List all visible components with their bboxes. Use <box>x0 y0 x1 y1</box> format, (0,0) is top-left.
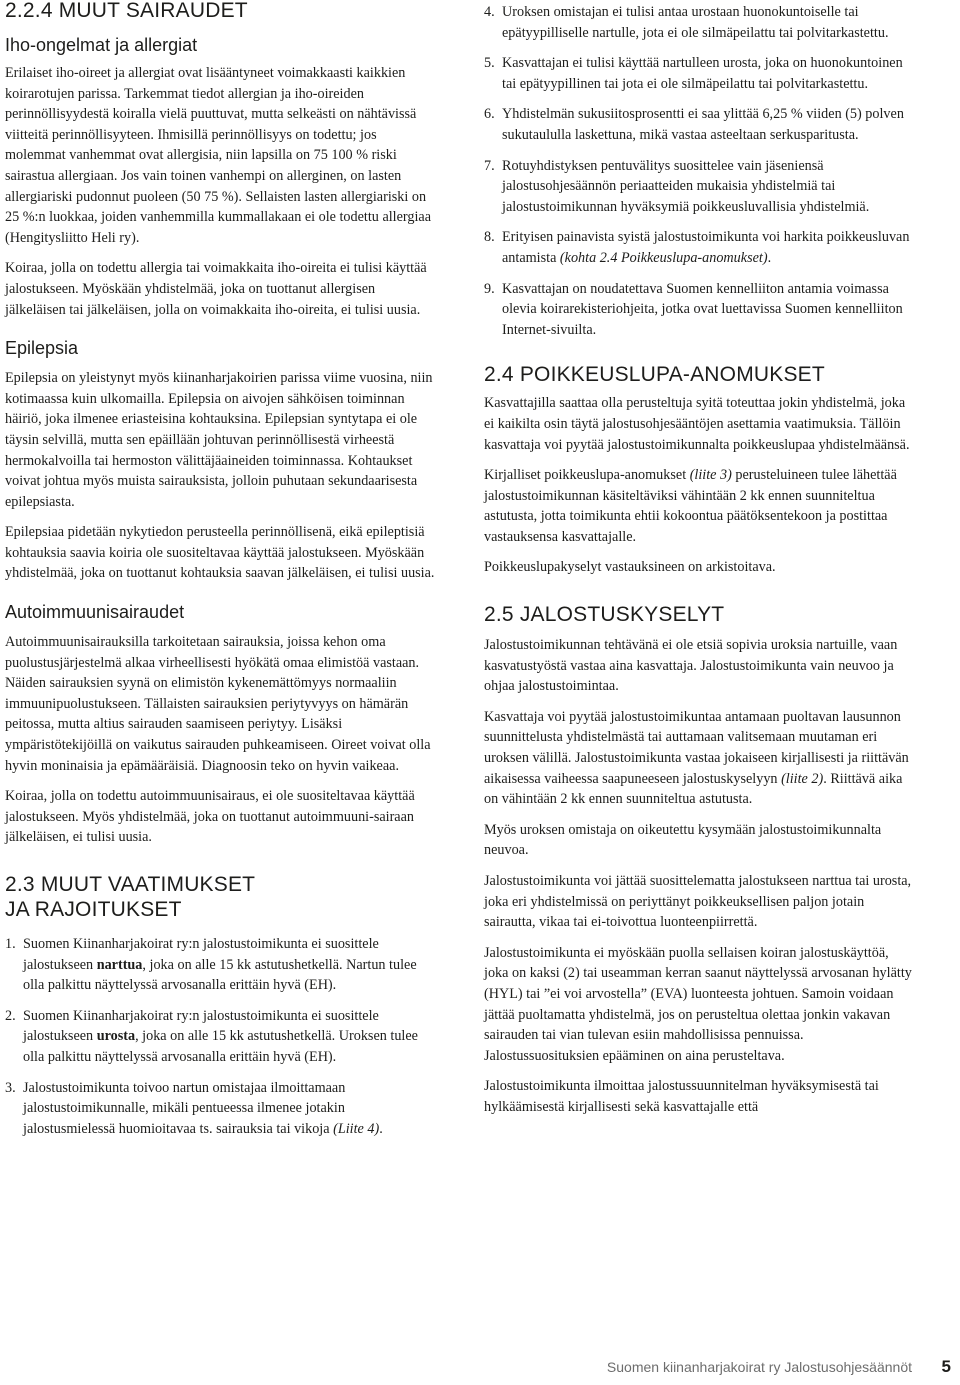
list-number: 6. <box>484 106 495 123</box>
section-title-2-5: 2.5 JALOSTUSKYSELYT <box>484 603 725 627</box>
section-title-2-4: 2.4 POIKKEUSLUPA-ANOMUKSET <box>484 363 825 387</box>
list-text: Yhdistelmän sukusiitosprosentti ei saa ylittää 6,25 % viiden (5) polven sukutaululla laskettuna, mikä vastaa asteeltaan serkusparitusta. <box>502 106 904 143</box>
left-column <box>5 0 437 1139</box>
bold-text: urosta <box>96 1028 136 1045</box>
list-item <box>5 934 437 996</box>
italic-reference: (kohta 2.4 Poikkeuslupa-anomukset) <box>559 249 768 266</box>
paragraph: Epilepsia on yleistynyt myös kiinanharjakoirien parissa viime vuosina, niin kotimaassa kuin ulkomailla. Epilepsia on aivojen sähköisen toiminnan häiriö, joka ilmenee eriasteisina kohtauksina. Epilepsian syntytapa ei ole täysin selvillä, mutta sen epäillään johtuvan perinnöllisestä virheestä hermokalvoilla tai hermoston välittäjäaineiden toiminnassa. Kohtaukset voivat johtua myös muista sairauksista, jolloin puhutaan sekundaarisesta epilepsiasta. <box>5 370 433 510</box>
italic-reference: (liite 2) <box>781 770 824 787</box>
list-item <box>484 279 916 341</box>
list-item <box>484 227 916 268</box>
paragraph: Kasvattajilla saattaa olla perusteltuja syitä toteuttaa jokin yhdistelmä, joka ei kaikilta osin täytä jalostusohjesääntöjen asettamia vaatimuksia. Tällöin kasvattaja voi pyytää jalostustoimikunnalta poikkeuslupaa yhdistelmäänsä. <box>484 395 910 453</box>
list-text: Uroksen omistajan ei tulisi antaa urostaan huonokuntoiselle tai epätyypilliselle nartulle, jota ei ole silmäpeilattu tai polvitarkastettu. <box>502 4 889 41</box>
list-number: 2. <box>5 1007 16 1024</box>
paragraph: Poikkeuslupakyselyt vastauksineen on arkistoitava. <box>484 559 776 576</box>
right-column <box>484 0 916 1118</box>
subsection-title-epilepsia: Epilepsia <box>5 338 79 359</box>
list-number: 5. <box>484 55 495 72</box>
list-number: 7. <box>484 157 495 174</box>
list-item <box>5 1078 437 1140</box>
footer-title: Suomen kiinanharjakoirat ry Jalostusohjesäännöt <box>606 1359 912 1375</box>
paragraph: Jalostustoimikunta ilmoittaa jalostussuunnitelman hyväksymisestä tai hylkäämisestä kirjallisesti sekä kasvattajalle että <box>484 1078 879 1115</box>
list-item <box>5 1006 437 1068</box>
list-item <box>484 2 916 43</box>
list-number: 9. <box>484 280 495 297</box>
page-number: 5 <box>941 1357 951 1376</box>
list-text: Kasvattajan ei tulisi käyttää nartulleen urosta, joka on huonokuntoinen tai epätyypillinen tai jota ei ole silmäpeilattu tai polvitarkastettu. <box>502 55 903 92</box>
paragraph: Erilaiset iho-oireet ja allergiat ovat lisääntyneet voimakkaasti kaikkien koirarotujen parissa. Tarkemmat tiedot allergian ja iho-oireiden perinnöllisyydestä koiralla vielä puuttuvat, mutta selkeästi on nähtävissä viitteitä perinnöllisyyteen. Ihmisillä perinnöllisyys on todettu; jos molemmat vanhemmat ovat allergisia, niin lapsilla on 75 100 % riski sairastua allergiaan. Jos vain toinen vanhempi on allerginen, on lasten allergiariski pudonnut puoleen (50 75 %). Sellaisten lasten allergiariski on 25 %:n luokkaa, joiden vanhemmilla kummallakaan ei ole todettu allergiaa (Hengitysliitto Heli ry). <box>5 65 432 246</box>
list-text: Erityisen painavista syistä jalostustoimikunta voi harkita poikkeusluvan antamista (kohta 2.4 Poikkeuslupa-anomukset). <box>502 229 910 266</box>
list-text: Suomen Kiinanharjakoirat ry:n jalostustoimikunta ei suosittele jalostukseen narttua, joka on alle 15 kk astutushetkellä. Nartun tulee olla palkittu näyttelyssä arvosanalla erittäin hyvä (EH). <box>23 936 417 994</box>
paragraph: Kasvattaja voi pyytää jalostustoimikuntaa antamaan puoltavan lausunnon suunnittelusta yhdistelmästä tai auttamaan valitsemaan muutaman eri uroksen välillä. Jalostustoimikunta vastaa jokaiseen kirjallisesti ja riittävän aikaisessa vaiheessa saapuneeseen jalostuskyselyyn (liite 2). Riittävä aika on vähintään 2 kk ennen suunniteltua astutusta. <box>484 708 909 808</box>
paragraph: Jalostustoimikunta ei myöskään puolla sellaisen koiran jalostuskäyttöä, joka on kaksi (2) tai useamman kerran saanut näyttelyssä arvosanan hylätty (HYL) tai ”ei voi arvostella” (EVA) luonteesta johtuen. Samoin voidaan jättää puoltamatta yhdistelmä, jos on perusteltua olettaa jonkin vakavan sairauden tai vian tulevan esiin mahdollisissa pennuissa. Jalostussuosituksien epääminen on aina perusteltava. <box>484 944 912 1064</box>
section-title-line: 2.3 MUUT VAATIMUKSET <box>5 873 256 896</box>
list-text: Suomen Kiinanharjakoirat ry:n jalostustoimikunta ei suosittele jalostukseen urosta, joka on alle 15 kk astutushetkellä. Uroksen tulee olla palkittu näyttelyssä arvosanalla erittäin hyvä (EH). <box>23 1007 418 1065</box>
list-text: Jalostustoimikunta toivoo nartun omistajaa ilmoittamaan jalostustoimikunnalle, mikäli pentueessa ilmenee jotakin jalostusmielessä huomioitavaa ts. sairauksia tai vikoja (Liite 4). <box>23 1079 383 1137</box>
section-title-2-3 <box>5 872 437 922</box>
italic-reference: (liite 3) <box>689 467 732 484</box>
section-title-line: JA RAJOITUKSET <box>5 898 182 921</box>
paragraph: Autoimmuunisairauksilla tarkoitetaan sairauksia, joissa kehon oma puolustusjärjestelmä alkaa virheellisesti hyökätä omaa elimistöä vastaan. Näiden sairauksien syynä on elimistön kykenemättömyys normaaliin immuunipuolustukseen. Tällaisten sairauksien periytyvyys on hämärän peitossa, mutta altius sairauden saamiseen periytyy. Lisäksi ympäristötekijöillä on vaikutus sairauden puhkeamiseen. Oireet voivat olla hyvin moninaisia ja epämääräisiä. Diagnoosin teko on hyvin vaikeaa. <box>5 634 431 774</box>
list-item <box>484 104 916 145</box>
list-text: Kasvattajan on noudatettava Suomen kennelliiton antamia voimassa olevia koirarekisteriohjeita, jotka ovat luettavissa Suomen kennelliiton Internet-sivuilta. <box>502 280 903 338</box>
paragraph: Myös uroksen omistaja on oikeutettu kysymään jalostustoimikunnalta neuvoa. <box>484 821 882 859</box>
subsection-title-iho: Iho-ongelmat ja allergiat <box>5 35 198 55</box>
section-title-2-2-4: 2.2.4 MUUT SAIRAUDET <box>5 0 248 22</box>
italic-reference: (Liite 4) <box>333 1120 380 1137</box>
subsection-title-autoimmuuni: Autoimmuunisairaudet <box>5 602 185 623</box>
list-number: 8. <box>484 229 495 246</box>
list-number: 3. <box>5 1079 16 1096</box>
list-number: 4. <box>484 4 495 20</box>
paragraph: Jalostustoimikunnan tehtävänä ei ole etsiä sopivia uroksia nartuille, vaan kasvatustyöstä vastaa aina kasvattaja. Jalostustoimikunta vain neuvoo ja ohjaa jalostustoimintaa. <box>484 637 898 695</box>
paragraph: Jalostustoimikunta voi jättää suosittelematta jalostukseen narttua tai urosta, joka eri yhdistelmissä on periyttänyt poikkeuksellisen paljon jotain sairautta, vikaa tai ei-toivottua luonteenpiirrettä. <box>484 873 912 931</box>
paragraph: Koiraa, jolla on todettu allergia tai voimakkaita iho-oireita ei tulisi käyttää jalostukseen. Myöskään yhdistelmää, joka on tuottanut allergisen jälkeläisen tai jälkeläisen, jolla on voimakkaita iho-oireita, ei tulisi uusia. <box>5 260 427 318</box>
paragraph: Epilepsiaa pidetään nykytiedon perusteella perinnöllisenä, eikä epileptisiä kohtauksia saavia koiria ole suositeltavaa käyttää jalostukseen. Myöskään yhdistelmää, joka on tuottanut kohtauksia saavan jälkeläisen, ei tulisi uusia. <box>5 524 435 582</box>
list-item <box>484 156 916 218</box>
list-item <box>484 53 916 94</box>
paragraph: Koiraa, jolla on todettu autoimmuunisairaus, ei ole suositeltavaa käyttää jalostukseen. Myös yhdistelmää, joka on tuottanut autoimmuuni-sairaan jälkeläisen, ei tulisi uusia. <box>5 788 415 846</box>
list-text: Rotuyhdistyksen pentuvälitys suosittelee vain jäseniensä jalostusohjesäännön periaatteiden mukaisia yhdistelmiä tai jalostustoimikunnan hyväksymiä poikkeusluvallisia yhdistelmiä. <box>502 157 870 215</box>
paragraph: Kirjalliset poikkeuslupa-anomukset (liite 3) perusteluineen tulee lähettää jalostustoimikunnan käsiteltäviksi vähintään 2 kk ennen suunniteltua astutusta, jotta toimikunta ehtii kokoontua päätöksentekoon ja postittaa vastauksensa kasvattajalle. <box>484 467 897 545</box>
bold-text: narttua <box>96 956 143 973</box>
list-number: 1. <box>5 936 16 952</box>
